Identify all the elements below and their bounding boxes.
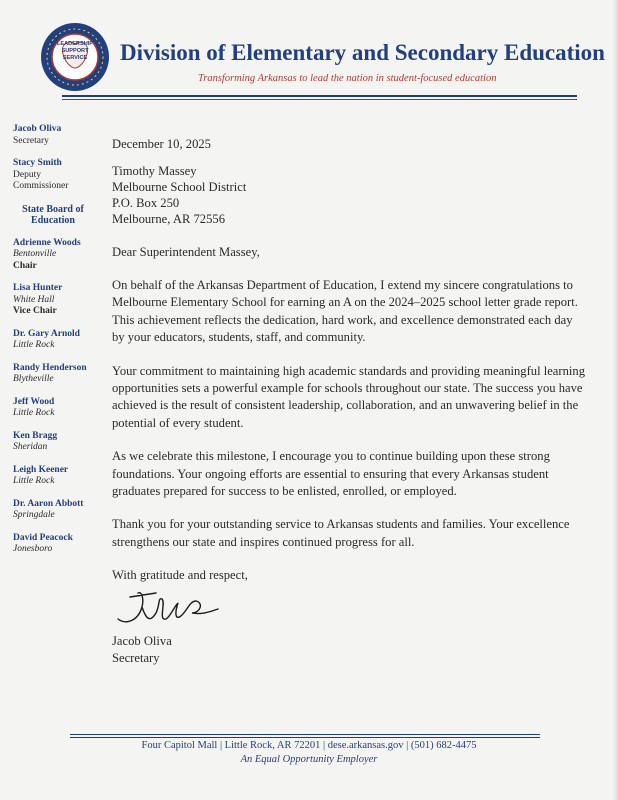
- official-role: Secretary: [13, 135, 49, 146]
- body-paragraph: As we celebrate this milestone, I encourage you to continue building upon these strong foundations. Your ongoing efforts are essential to ensuring that every Arkansas student graduates prepared for success to be enlisted, enrolled, or employed.: [112, 449, 550, 499]
- page-edge-shadow: [612, 0, 618, 800]
- footer-eoe: An Equal Opportunity Employer: [240, 754, 378, 765]
- body-paragraph: On behalf of the Arkansas Department of Education, I extend my sincere congratulations to Melbourne Elementary School for earning an A on the 2024–2025 school letter grade report. This achievement reflects the dedication, hard work, and excellence demonstrated each day by your educators, students, staff, and community.: [112, 278, 578, 345]
- board-member-name: Dr. Aaron Abbott: [13, 498, 84, 509]
- board-member-location: Little Rock: [13, 476, 55, 486]
- recipient-name: Timothy Massey: [112, 164, 197, 179]
- board-heading: State Board of Education: [22, 203, 84, 226]
- board-member: [13, 283, 105, 318]
- board-member: [13, 363, 105, 386]
- board-member: [13, 499, 105, 522]
- body-paragraph: Your commitment to maintaining high academic standards and providing meaningful learning opportunities sets a powerful example for schools throughout our state. The success you have achieved is the result of consistent leadership, collaboration, and an unwavering belief in the potential of every student.: [112, 363, 585, 430]
- board-member-title: Chair: [13, 260, 37, 271]
- signer-title: Secretary: [112, 650, 160, 665]
- board-member: [13, 329, 105, 352]
- board-member-location: White Hall: [13, 294, 55, 305]
- official-name: Stacy Smith: [13, 158, 62, 168]
- board-member: [13, 238, 105, 273]
- board-member-name: Leigh Keener: [13, 464, 69, 475]
- recipient-org: Melbourne School District: [112, 180, 247, 195]
- official-role: Deputy Commissioner: [13, 169, 69, 191]
- agency-name: Division of Elementary and Secondary Education: [120, 40, 605, 65]
- board-member: [13, 397, 105, 420]
- board-member-location: Jonesboro: [13, 544, 53, 554]
- board-member-name: Ken Bragg: [13, 430, 58, 441]
- signer-name: Jacob Oliva: [112, 633, 172, 648]
- letter-footer: [0, 739, 618, 767]
- recipient-city: Melbourne, AR 72556: [112, 211, 225, 226]
- letterhead: [0, 0, 618, 105]
- board-member-name: Dr. Gary Arnold: [13, 328, 80, 339]
- signature-icon: [112, 585, 222, 631]
- board-member-location: Little Rock: [13, 408, 55, 418]
- board-member: [13, 431, 105, 454]
- board-member-name: Randy Henderson: [13, 362, 87, 373]
- board-member-title: Vice Chair: [13, 306, 57, 316]
- official-entry: [13, 124, 105, 147]
- closing: With gratitude and respect,: [112, 568, 248, 583]
- board-member: [13, 465, 105, 488]
- body-paragraph: Thank you for your outstanding service to Arkansas students and families. Your excellence strengthens our state and inspires continued progress for all.: [112, 517, 570, 549]
- recipient-address: [112, 164, 587, 227]
- header-divider-accent: [62, 99, 577, 100]
- agency-tagline: Transforming Arkansas to lead the nation in student-focused education: [198, 73, 497, 84]
- letter-date: December 10, 2025: [112, 137, 211, 151]
- board-member-location: Little Rock: [13, 340, 55, 350]
- board-member-name: Jeff Wood: [13, 396, 55, 407]
- seal-text: LEADERSHIP SUPPORT SERVICE: [56, 41, 94, 61]
- board-member-name: Lisa Hunter: [13, 283, 63, 293]
- official-name: Jacob Oliva: [13, 124, 62, 134]
- recipient-po-box: P.O. Box 250: [112, 196, 180, 210]
- board-member-location: Blytheville: [13, 374, 54, 384]
- board-member-location: Sheridan: [13, 442, 48, 452]
- board-member-location: Springdale: [13, 510, 55, 520]
- letter-body: [112, 136, 587, 667]
- salutation: Dear Superintendent Massey,: [112, 244, 260, 259]
- board-member: [13, 533, 105, 556]
- leadership-sidebar: [13, 124, 105, 567]
- official-entry: [13, 158, 105, 193]
- footer-divider: [70, 737, 540, 738]
- footer-divider: [70, 734, 540, 735]
- header-divider: [62, 95, 577, 97]
- board-member-name: David Peacock: [13, 532, 73, 543]
- footer-address: Four Capitol Mall | Little Rock, AR 72201 | dese.arkansas.gov | (501) 682-4475: [141, 740, 477, 751]
- board-member-name: Adrienne Woods: [13, 237, 81, 248]
- board-member-location: Bentonville: [13, 249, 57, 259]
